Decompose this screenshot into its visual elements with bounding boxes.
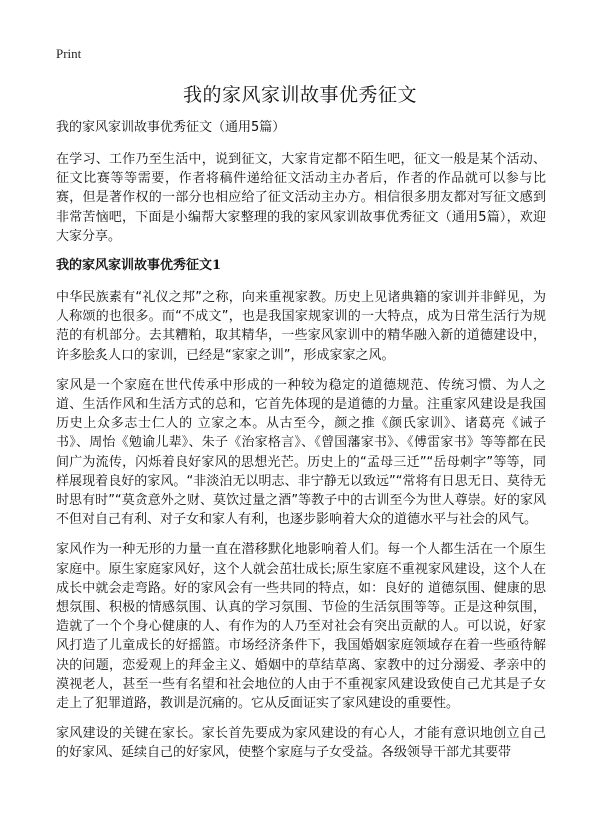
section-heading: 我的家风家训故事优秀征文1 — [56, 258, 222, 274]
intro-paragraph: 在学习、工作乃至生活中，说到征文，大家肯定都不陌生吧，征文一般是某个活动、征文比赛等等需要，作者将稿件递给征文活动主办者后，作者的作品就可以参与比赛，但是著作权的一部分也相应给了征文活动主办方。相信很多朋友都对写征文感到非常苦恼吧，下面是小编帮大家整理的我的家风家训故事优秀征文（通用5篇），欢迎大家分享。 — [56, 152, 546, 244]
document-body — [56, 150, 546, 774]
document-subtitle: 我的家风家训故事优秀征文（通用5篇） — [56, 120, 286, 135]
body-paragraph: 家风建设的关键在家长。家长首先要成为家风建设的有心人，才能有意识地创立自己的好家风、延续自己的好家风，使整个家庭与子女受益。各级领导干部尤其要带 — [56, 726, 546, 761]
print-link[interactable]: Print — [56, 46, 82, 61]
body-paragraph: 家风是一个家庭在世代传承中形成的一种较为稳定的道德规范、传统习惯、为人之道、生活作风和生活方式的总和，它首先体现的是道德的力量。注重家风建设是我国历史上众多志士仁人的 立家之本。从古至今，颜之推《颜氏家训》、诸葛亮《诫子书》、周怡《勉谕儿辈》、朱子《治家格言》、《曾国藩家书》、《傅雷家书》等等都在民间广为流传，闪烁着良好家风的思想光芒。历史上的“孟母三迁”“岳母刺字”等等，同样展现着良好的家风。“非淡泊无以明志、非宁静无以致远”“常将有日思无日、莫待无时思有时”“莫贪意外之财、莫饮过量之酒”等教子中的古训至今为世人尊崇。好的家风不但对自己有利、对子女和家人有利，也逐步影响着大众的道德水平与社会的风气。 — [56, 377, 546, 528]
document-title: 我的家风家训故事优秀征文 — [182, 84, 417, 106]
body-paragraph: 中华民族素有“礼仪之邦”之称，向来重视家教。历史上见诸典籍的家训并非鲜见，为人称颂的也很多。而“不成文”，也是我国家规家训的一大特点，成为日常生活行为规范的有机部分。去其糟粕，取其精华，一些家风家训中的精华融入新的道德建设中，许多脍炙人口的家训，已经是“家家之训”，形成家家之风。 — [56, 290, 546, 363]
body-paragraph: 家风作为一种无形的力量一直在潜移默化地影响着人们。每一个人都生活在一个原生家庭中。原生家庭家风好，这个人就会茁壮成长;原生家庭不重视家风建设，这个人在成长中就会走弯路。好的家风会有一些共同的特点，如：良好的 道德氛围、健康的思想氛围、积极的情感氛围、认真的学习氛围、节俭的生活氛围等等。正是这种氛围，造就了一个个身心健康的人、有作为的人乃至对社会有突出贡献的人。可以说，好家风打造了儿童成长的好摇篮。市场经济条件下，我国婚姻家庭领域存在着一些亟待解决的问题，恋爱观上的拜金主义、婚姻中的草结草离、家教中的过分溺爱、孝亲中的漠视老人，甚至一些有名望和社会地位的人由于不重视家风建设致使自己尤其是子女走上了犯罪道路，教训是沉痛的。它从反面证实了家风建设的重要性。 — [56, 542, 546, 712]
